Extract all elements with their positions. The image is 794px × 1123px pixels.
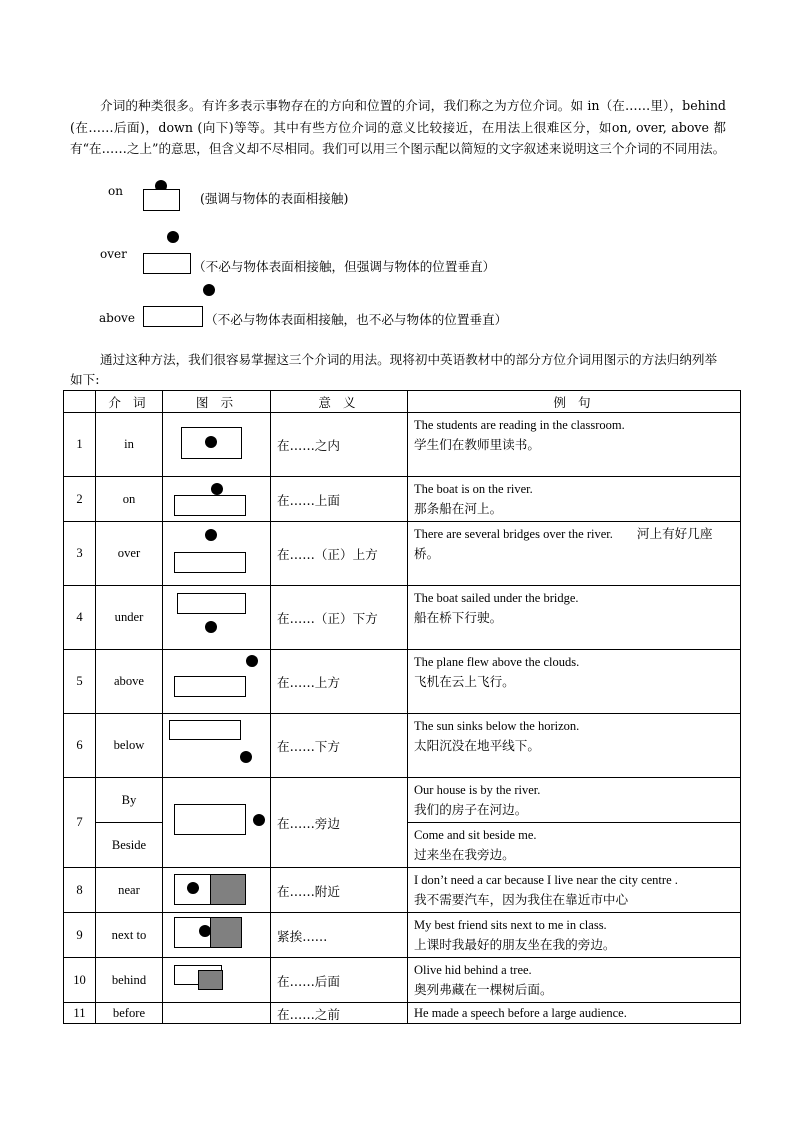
demo-above-desc: （不必与物体表面相接触，也不必与物体的位置垂直） [205, 312, 508, 327]
preposition: next to [96, 913, 163, 958]
figure-before [163, 1003, 271, 1024]
table-header-row [64, 391, 741, 413]
example [408, 650, 741, 714]
example-zh: 我不需要汽车，因为我住在靠近市中心 [414, 892, 629, 907]
figure-above [163, 650, 271, 714]
row-number: 6 [64, 714, 96, 778]
meaning: 在……（正）下方 [271, 586, 408, 650]
ball [253, 814, 265, 826]
figure-on [163, 477, 271, 522]
example-en: The students are reading in the classroom. [414, 418, 625, 432]
example-en: Olive hid behind a tree. [414, 963, 532, 977]
box [174, 495, 246, 516]
preposition: before [96, 1003, 163, 1024]
demo-above-ball [203, 284, 215, 296]
example [408, 913, 741, 958]
figure-in [163, 413, 271, 477]
example-zh: 飞机在云上飞行。 [414, 674, 515, 689]
example [408, 477, 741, 522]
preposition: over [96, 522, 163, 586]
example [408, 823, 741, 868]
row-number: 3 [64, 522, 96, 586]
ball [205, 621, 217, 633]
example-en: The sun sinks below the horizon. [414, 719, 580, 733]
meaning: 紧挨…… [271, 913, 408, 958]
header-figure: 图 示 [163, 391, 271, 413]
preposition: below [96, 714, 163, 778]
row-number: 7 [64, 778, 96, 868]
demo-over-box [143, 253, 191, 274]
header-example: 例 句 [408, 391, 741, 413]
demo-over-desc: （不必与物体表面相接触，但强调与物体的位置垂直） [193, 259, 496, 274]
table-row [64, 1003, 741, 1024]
table-row [64, 868, 741, 913]
table-row [64, 778, 741, 823]
table-row [64, 477, 741, 522]
ball [205, 529, 217, 541]
demo-over-word: over [100, 247, 127, 261]
preposition: in [96, 413, 163, 477]
example-zh: 船在桥下行驶。 [414, 610, 503, 625]
example-zh: 太阳沉没在地平线下。 [414, 738, 540, 753]
example-zh: 学生们在教师里读书。 [414, 437, 540, 452]
example [408, 1003, 741, 1024]
example [408, 868, 741, 913]
example-en: He made a speech before a large audience. [414, 1006, 627, 1020]
example-en: Come and sit beside me. [414, 828, 537, 842]
table-row [64, 958, 741, 1003]
row-number: 4 [64, 586, 96, 650]
demo-on-desc: (强调与物体的表面相接触) [200, 191, 349, 206]
example-zh: 奥列弗藏在一棵树后面。 [414, 982, 553, 997]
intro-paragraph: 介词的种类很多。有许多表示事物存在的方向和位置的介词，我们称之为方位介词。如 in（在……里），behind (在……后面)，down (向下)等等。其中有些方位介词的意义比较接近，在用法上很难区分，如on, over, above 都有“在……之上”的意思，但含义却不尽相同。我们可以用三个图示配以简短的文字叙述来说明这三个介词的不同用法。 [70, 98, 726, 156]
example [408, 778, 741, 823]
header-num [64, 391, 96, 413]
demo-on-word: on [108, 184, 123, 198]
grey-block [210, 874, 246, 905]
box [169, 720, 241, 740]
example-zh: 上课时我最好的朋友坐在我的旁边。 [414, 937, 616, 952]
example-en: The plane flew above the clouds. [414, 655, 580, 669]
box [174, 676, 246, 697]
demo-above-word: above [99, 311, 135, 325]
example [408, 522, 741, 586]
meaning: 在……上方 [271, 650, 408, 714]
meaning: 在……（正）上方 [271, 522, 408, 586]
row-number: 2 [64, 477, 96, 522]
row-number: 10 [64, 958, 96, 1003]
box [174, 804, 246, 835]
table-row [64, 522, 741, 586]
table-row [64, 913, 741, 958]
ball [246, 655, 258, 667]
figure-next-to [163, 913, 271, 958]
meaning: 在……后面 [271, 958, 408, 1003]
ball [211, 483, 223, 495]
demo-above-box [143, 306, 203, 327]
example-en: Our house is by the river. [414, 783, 541, 797]
row-number: 8 [64, 868, 96, 913]
row-number: 1 [64, 413, 96, 477]
box [174, 552, 246, 573]
preposition: near [96, 868, 163, 913]
figure-near [163, 868, 271, 913]
table-row [64, 650, 741, 714]
grey-block [210, 917, 242, 948]
meaning: 在……旁边 [271, 778, 408, 868]
example-zh-inline: 河上有好几座桥。 [414, 526, 713, 561]
table-row [64, 586, 741, 650]
example-zh: 那条船在河上。 [414, 501, 503, 516]
meaning: 在……上面 [271, 477, 408, 522]
row-number: 9 [64, 913, 96, 958]
figure-below [163, 714, 271, 778]
ball [240, 751, 252, 763]
example-zh: 我们的房子在河边。 [414, 802, 528, 817]
preposition-table [63, 390, 741, 1024]
table-row [64, 714, 741, 778]
figure-behind [163, 958, 271, 1003]
header-meaning: 意 义 [271, 391, 408, 413]
meaning: 在……之内 [271, 413, 408, 477]
preposition: Beside [96, 823, 163, 868]
example-en-text: There are several bridges over the river. [414, 527, 613, 541]
example-en [414, 524, 734, 564]
example-en: I don’t need a car because I live near the city centre . [414, 873, 678, 887]
ball [187, 882, 199, 894]
figure-under [163, 586, 271, 650]
row-number: 11 [64, 1003, 96, 1024]
row-number: 5 [64, 650, 96, 714]
example [408, 958, 741, 1003]
figure-over [163, 522, 271, 586]
grey-block [198, 970, 223, 990]
preposition: under [96, 586, 163, 650]
example-en: My best friend sits next to me in class. [414, 918, 607, 932]
example [408, 413, 741, 477]
demo-on-box [143, 189, 180, 211]
meaning: 在……之前 [271, 1003, 408, 1024]
header-word: 介 词 [96, 391, 163, 413]
example-en: The boat is on the river. [414, 482, 533, 496]
meaning: 在……下方 [271, 714, 408, 778]
ball [205, 436, 217, 448]
box [177, 593, 246, 614]
preposition: behind [96, 958, 163, 1003]
example [408, 714, 741, 778]
preposition: above [96, 650, 163, 714]
example [408, 586, 741, 650]
meaning: 在……附近 [271, 868, 408, 913]
example-zh: 过来坐在我旁边。 [414, 847, 515, 862]
demo-over-ball [167, 231, 179, 243]
figure-by-beside [163, 778, 271, 868]
example-en: The boat sailed under the bridge. [414, 591, 579, 605]
preposition: on [96, 477, 163, 522]
table-row [64, 413, 741, 477]
summary-paragraph: 通过这种方法，我们很容易掌握这三个介词的用法。现将初中英语教材中的部分方位介词用图示的方法归纳列举如下: [70, 352, 718, 387]
preposition: By [96, 778, 163, 823]
